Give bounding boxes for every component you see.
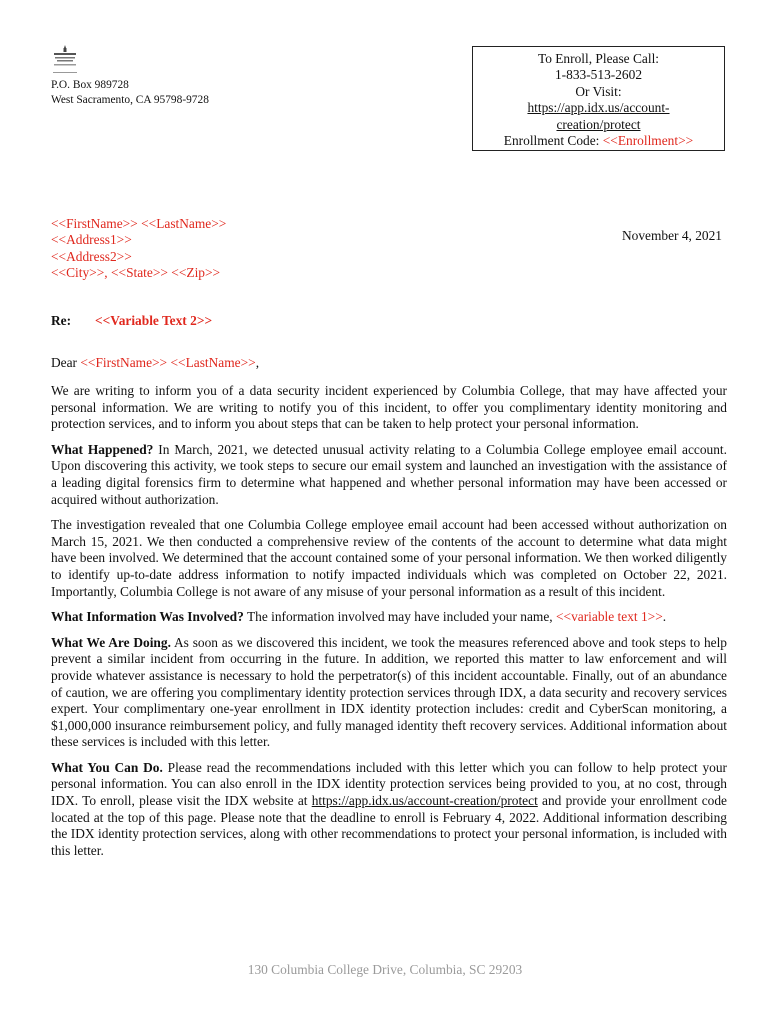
what-you-heading: What You Can Do. bbox=[51, 759, 163, 775]
what-info-paragraph bbox=[51, 609, 727, 626]
what-you-text-1: Please read the recommendations included with this letter which you can follow to help protect your personal information. You can also enroll in the IDX identity protection services being provided to you, at no cost, through IDX. To enroll, please visit the IDX website at bbox=[51, 759, 727, 809]
recipient-address1: <<Address1>> bbox=[51, 232, 132, 248]
what-info-variable: <<variable text 1>> bbox=[555, 609, 663, 625]
greeting-suffix: , bbox=[255, 355, 260, 370]
what-info-text: The information involved may have included your name, bbox=[243, 609, 556, 625]
enrollment-code-label: Enrollment Code: bbox=[503, 133, 603, 149]
enroll-call-label: To Enroll, Please Call: bbox=[537, 51, 660, 66]
footer-address: 130 Columbia College Drive, Columbia, SC 29203 bbox=[247, 962, 523, 977]
re-line bbox=[51, 313, 212, 329]
sender-city-line: West Sacramento, CA 95798-9728 bbox=[51, 94, 209, 106]
intro-paragraph: We are writing to inform you of a data security incident experienced by Columbia College, that may have affected your personal information. We are writing to notify you of this incident, to offer you complimentary identity monitoring and protection services, and to inform you about steps that can be taken to help protect your personal information. bbox=[51, 383, 727, 432]
enrollment-code-value: <<Enrollment>> bbox=[602, 133, 694, 149]
re-value: <<Variable Text 2>> bbox=[95, 313, 213, 328]
enrollment-box bbox=[472, 46, 725, 151]
what-you-text-2: and provide your enrollment code located at the top of this page. Please note that the deadline to enroll is February 4, 2022. Additional information describing the IDX identity protection services, along with other recommendations to protect your personal information, is included with this letter. bbox=[51, 793, 727, 858]
idx-website-link[interactable]: https://app.idx.us/account-creation/protect bbox=[311, 793, 538, 809]
enroll-url-part2[interactable]: creation/protect bbox=[556, 116, 641, 132]
po-box: P.O. Box 989728 bbox=[51, 79, 129, 91]
what-you-paragraph bbox=[51, 760, 727, 860]
what-happened-text: In March, 2021, we detected unusual activity relating to a Columbia College employee email account. Upon discovering this activity, we took steps to secure our email system and launched an investigation with the assistance of a leading digital forensics firm to determine what happened and whether personal information may have been accessed or acquired without authorization. bbox=[51, 441, 727, 507]
recipient-address2: <<Address2>> bbox=[51, 248, 132, 264]
enroll-url-part1[interactable]: https://app.idx.us/account- bbox=[527, 100, 670, 116]
greeting-name: <<FirstName>> <<LastName>> bbox=[80, 355, 256, 370]
recipient-address bbox=[51, 216, 226, 282]
enrollment-code bbox=[473, 133, 724, 149]
letter-date: November 4, 2021 bbox=[621, 228, 722, 243]
what-happened-paragraph bbox=[51, 442, 727, 508]
what-happened-heading: What Happened? bbox=[51, 441, 154, 457]
what-info-heading: What Information Was Involved? bbox=[51, 609, 244, 625]
re-label: Re: bbox=[51, 313, 72, 328]
what-doing-heading: What We Are Doing. bbox=[51, 634, 171, 650]
letter-body bbox=[51, 383, 727, 868]
enroll-visit-label: Or Visit: bbox=[575, 83, 622, 99]
greeting-prefix: Dear bbox=[51, 355, 81, 370]
what-doing-paragraph bbox=[51, 635, 727, 751]
recipient-city-state-zip: <<City>>, <<State>> <<Zip>> bbox=[51, 265, 221, 281]
investigation-paragraph: The investigation revealed that one Columbia College employee email account had been accessed without authorization on March 15, 2021. We then conducted a comprehensive review of the contents of the account to determine what data might have been involved. We determined that the account contained some of your personal information. We then worked diligently to identify up-to-date address information to notify impacted individuals which was completed on October 22, 2021. Importantly, Columbia College is not aware of any misuse of your personal information as a result of this incident. bbox=[51, 517, 727, 599]
what-info-end: . bbox=[662, 609, 667, 625]
greeting bbox=[51, 355, 259, 371]
sender-address bbox=[51, 78, 209, 108]
columbia-college-seal-icon bbox=[51, 44, 79, 76]
what-doing-text: As soon as we discovered this incident, we took the measures referenced above and took steps to help prevent a similar incident from occurring in the future. In addition, we reported this matter to law enforcement and will provide whatever assistance is necessary to hold the perpetrator(s) of this incident accountable. Finally, out of an abundance of caution, we are offering you complimentary identity protection services through IDX, a data security and recovery services expert. Your complimentary one-year enrollment in IDX identity protection includes: credit and CyberScan monitoring, a $1,000,000 insurance reimbursement policy, and fully managed identity theft recovery services. Additional information about these services is included with this letter. bbox=[51, 634, 728, 750]
recipient-name: <<FirstName>> <<LastName>> bbox=[51, 216, 227, 231]
enroll-phone[interactable]: 1-833-513-2602 bbox=[554, 67, 643, 83]
enroll-url-link[interactable] bbox=[473, 100, 724, 133]
